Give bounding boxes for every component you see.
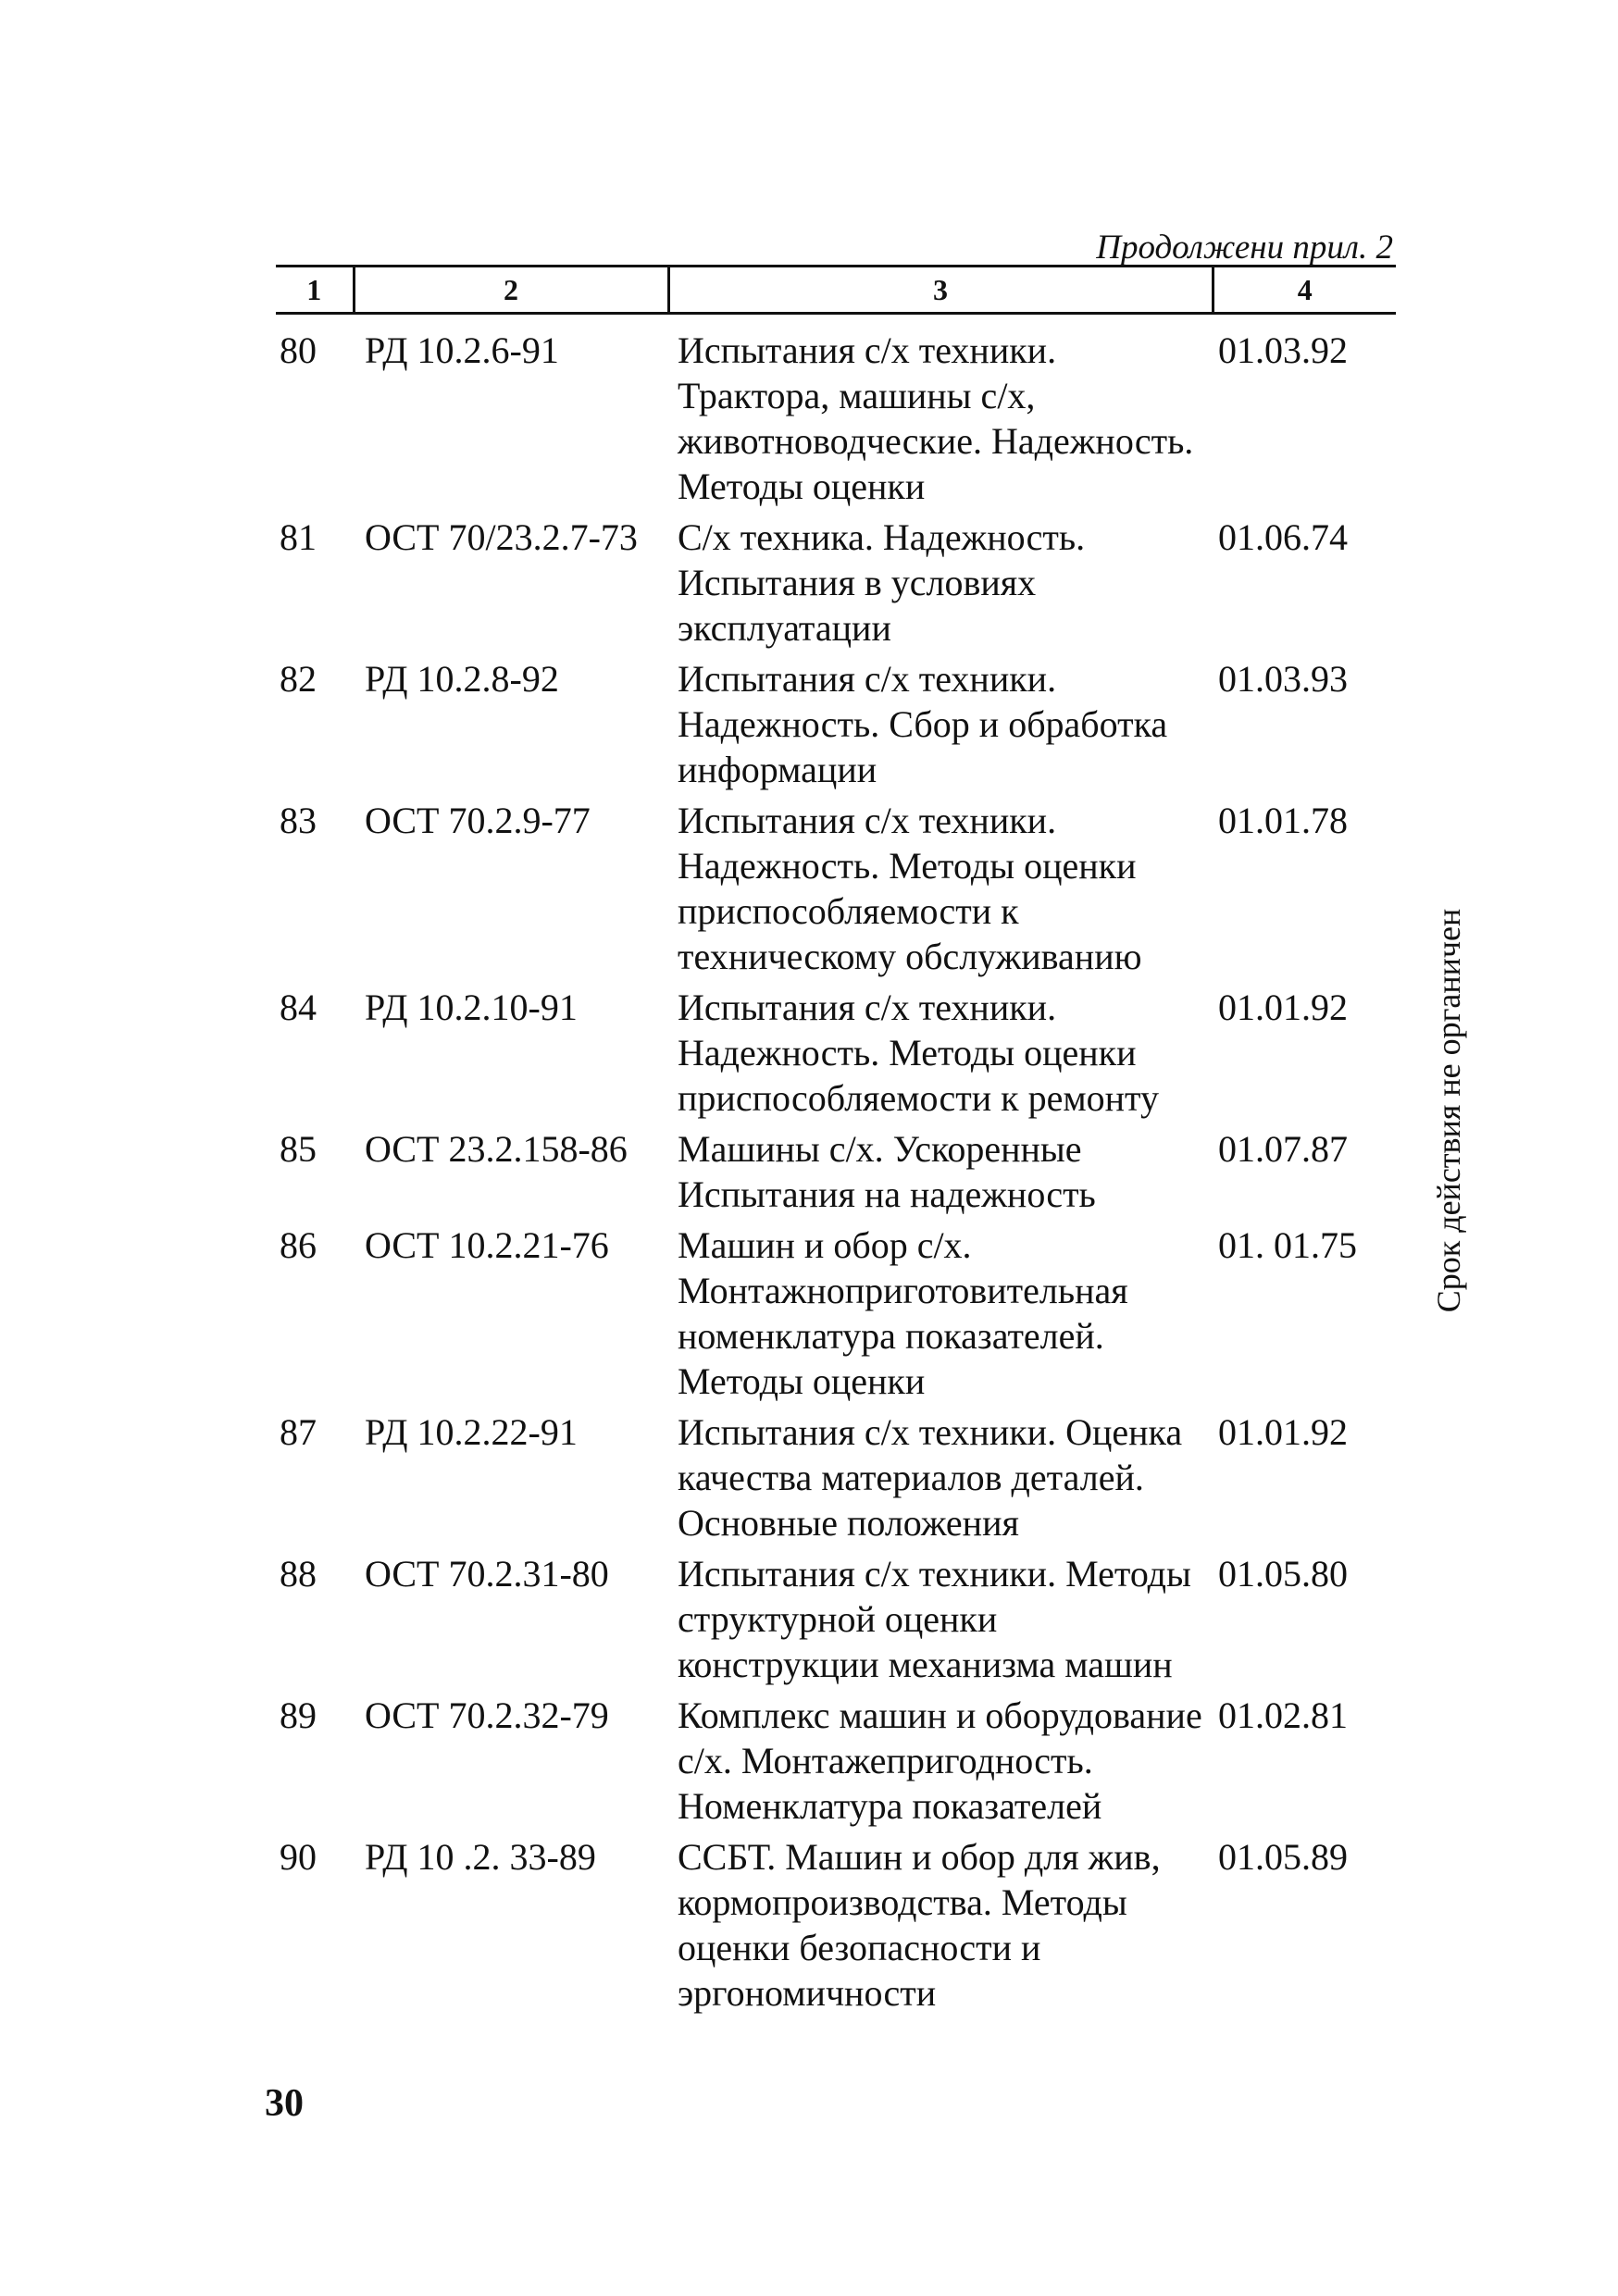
document-title: Испытания с/х техники. Методы структурной оценки конструкции механизма машин <box>678 1553 1191 1685</box>
document-title: Испытания с/х техники. Надежность. Сбор и обработка информации <box>678 658 1168 790</box>
effective-date: 01.03.93 <box>1218 658 1348 700</box>
document-code: ОСТ 70/23.2.7-73 <box>365 516 638 558</box>
validity-side-note <box>1425 870 1472 1351</box>
row-number: 83 <box>280 800 317 841</box>
page-number: 30 <box>265 2082 304 2125</box>
row-number: 85 <box>280 1128 317 1170</box>
table-row <box>276 1690 1396 1831</box>
document-code: РД 10.2.10-91 <box>365 987 578 1028</box>
table-row <box>276 512 1396 653</box>
document-code: ОСТ 23.2.158-86 <box>365 1128 628 1170</box>
header-row <box>276 267 1396 314</box>
table-row <box>276 1220 1396 1407</box>
effective-date: 01.07.87 <box>1218 1128 1348 1170</box>
table-header <box>276 267 1396 314</box>
table-body <box>276 314 1396 2019</box>
document-title: Машин и обор с/х. Монтажноприготовительная номенклатура показателей. Методы оценки <box>678 1224 1128 1402</box>
effective-date: 01.06.74 <box>1218 516 1348 558</box>
row-number: 89 <box>280 1694 317 1736</box>
document-title: Машины с/х. Ускоренные Испытания на надежность <box>678 1128 1096 1215</box>
document-title: Испытания с/х техники. Оценка качества материалов деталей. Основные положения <box>678 1411 1183 1544</box>
table-row <box>276 1831 1396 2018</box>
document-code: РД 10.2.22-91 <box>365 1411 578 1453</box>
effective-date: 01.01.92 <box>1218 987 1348 1028</box>
table-row <box>276 982 1396 1123</box>
standards-table-container <box>276 265 1396 2018</box>
document-title: Испытания с/х техники. Надежность. Методы оценки приспособляемости к ремонту <box>678 987 1159 1119</box>
document-title: Испытания с/х техники. Трактора, машины с/х, животноводческие. Надежность. Методы оценки <box>678 329 1194 507</box>
document-title: Испытания с/х техники. Надежность. Методы оценки приспособляемости к техническому обслуживанию <box>678 800 1142 977</box>
document-code: ОСТ 70.2.31-80 <box>365 1553 609 1595</box>
effective-date: 01.01.78 <box>1218 800 1348 841</box>
document-code: ОСТ 70.2.9-77 <box>365 800 591 841</box>
table-row <box>276 314 1396 513</box>
document-code: РД 10.2.8-92 <box>365 658 559 700</box>
document-code: ОСТ 10.2.21-76 <box>365 1224 609 1266</box>
effective-date: 01.03.92 <box>1218 329 1348 371</box>
header-cell-4: 4 <box>1213 267 1396 314</box>
effective-date: 01.05.80 <box>1218 1553 1348 1595</box>
table-row <box>276 795 1396 982</box>
effective-date: 01.01.92 <box>1218 1411 1348 1453</box>
standards-table <box>276 265 1396 2018</box>
row-number: 80 <box>280 329 317 371</box>
row-number: 86 <box>280 1224 317 1266</box>
row-number: 84 <box>280 987 317 1028</box>
row-number: 87 <box>280 1411 317 1453</box>
document-code: РД 10 .2. 33-89 <box>365 1836 596 1878</box>
document-code: РД 10.2.6-91 <box>365 329 559 371</box>
document-title: С/х техника. Надежность. Испытания в условиях эксплуатации <box>678 516 1086 649</box>
document-code: ОСТ 70.2.32-79 <box>365 1694 609 1736</box>
document-title: ССБТ. Машин и обор для жив, кормопроизводства. Методы оценки безопасности и эргономичности <box>678 1836 1161 2014</box>
row-number: 81 <box>280 516 317 558</box>
validity-side-note-text: Срок действия не органичен <box>1430 908 1467 1313</box>
continued-label: Продолжени прил. 2 <box>1096 229 1393 267</box>
table-row <box>276 1548 1396 1690</box>
header-cell-1: 1 <box>276 267 354 314</box>
document-title: Комплекс машин и оборудование с/х. Монтажепригодность. Номенклатура показателей <box>678 1694 1202 1827</box>
effective-date: 01. 01.75 <box>1218 1224 1357 1266</box>
table-row <box>276 1407 1396 1548</box>
row-number: 82 <box>280 658 317 700</box>
row-number: 90 <box>280 1836 317 1878</box>
table-row <box>276 1123 1396 1220</box>
row-number: 88 <box>280 1553 317 1595</box>
header-cell-3: 3 <box>668 267 1213 314</box>
effective-date: 01.05.89 <box>1218 1836 1348 1878</box>
effective-date: 01.02.81 <box>1218 1694 1348 1736</box>
header-cell-2: 2 <box>354 267 668 314</box>
table-row <box>276 653 1396 795</box>
